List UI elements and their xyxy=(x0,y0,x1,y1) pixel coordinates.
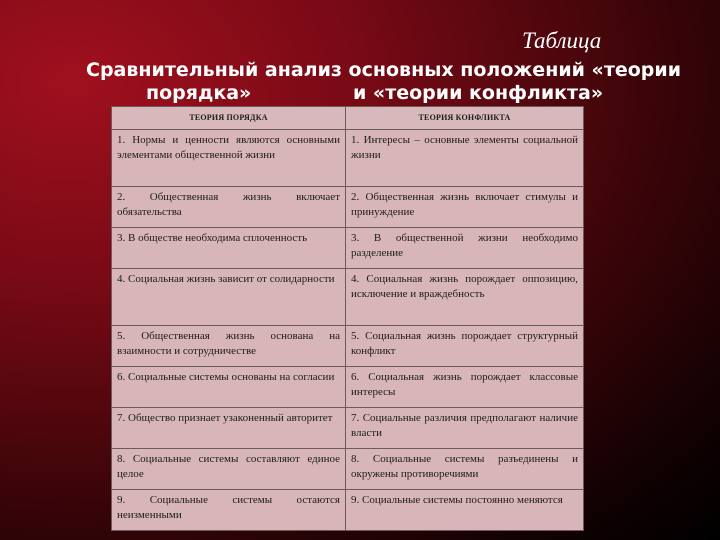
table-cell: 2. Общественная жизнь включает обязательства xyxy=(112,186,346,227)
table-row xyxy=(112,366,584,407)
title-line-1: Сравнительный анализ основных положений «теории xyxy=(86,59,682,81)
table-row xyxy=(112,268,584,325)
table-cell: 6. Социальная жизнь порождает классовые интересы xyxy=(346,366,584,407)
table-cell: 7. Общество признает узаконенный авторитет xyxy=(112,407,346,448)
table-cell: 7. Социальные различия предполагают наличие власти xyxy=(346,407,584,448)
table-row xyxy=(112,448,584,489)
table-cell: 3. В общественной жизни необходимо разделение xyxy=(346,227,584,268)
table-cell: 9. Социальные системы остаются неизменными xyxy=(112,489,346,530)
table-row xyxy=(112,227,584,268)
table-row xyxy=(112,186,584,227)
table-cell: 5. Социальная жизнь порождает структурный конфликт xyxy=(346,325,584,366)
table-cell: 1. Интересы – основные элементы социальной жизни xyxy=(346,129,584,186)
title-line-2-left: порядка» xyxy=(146,82,252,104)
table-row xyxy=(112,407,584,448)
table-cell: 1. Нормы и ценности являются основными элементами общественной жизни xyxy=(112,129,346,186)
table-cell: 8. Социальные системы составляют единое целое xyxy=(112,448,346,489)
table-cell: 4. Социальная жизнь зависит от солидарности xyxy=(112,268,346,325)
header-order-theory: ТЕОРИЯ ПОРЯДКА xyxy=(112,107,346,130)
caption: Таблица xyxy=(522,28,602,53)
table-row xyxy=(112,129,584,186)
table-cell: 4. Социальная жизнь порождает оппозицию, исключение и враждебность xyxy=(346,268,584,325)
table-cell: 5. Общественная жизнь основана на взаимности и сотрудничестве xyxy=(112,325,346,366)
table-cell: 6. Социальные системы основаны на согласии xyxy=(112,366,346,407)
table-cell: 9. Социальные системы постоянно меняются xyxy=(346,489,584,530)
table-cell: 2. Общественная жизнь включает стимулы и принуждение xyxy=(346,186,584,227)
table-cell: 3. В обществе необходима сплоченность xyxy=(112,227,346,268)
table-cell: 8. Социальные системы разъединены и окружены противоречиями xyxy=(346,448,584,489)
header-conflict-theory: ТЕОРИЯ КОНФЛИКТА xyxy=(346,107,584,130)
table-row xyxy=(112,489,584,530)
comparison-table xyxy=(111,106,584,531)
title-line-2-right: и «теории конфликта» xyxy=(353,82,604,104)
table-row xyxy=(112,325,584,366)
table-header-row xyxy=(112,107,584,130)
